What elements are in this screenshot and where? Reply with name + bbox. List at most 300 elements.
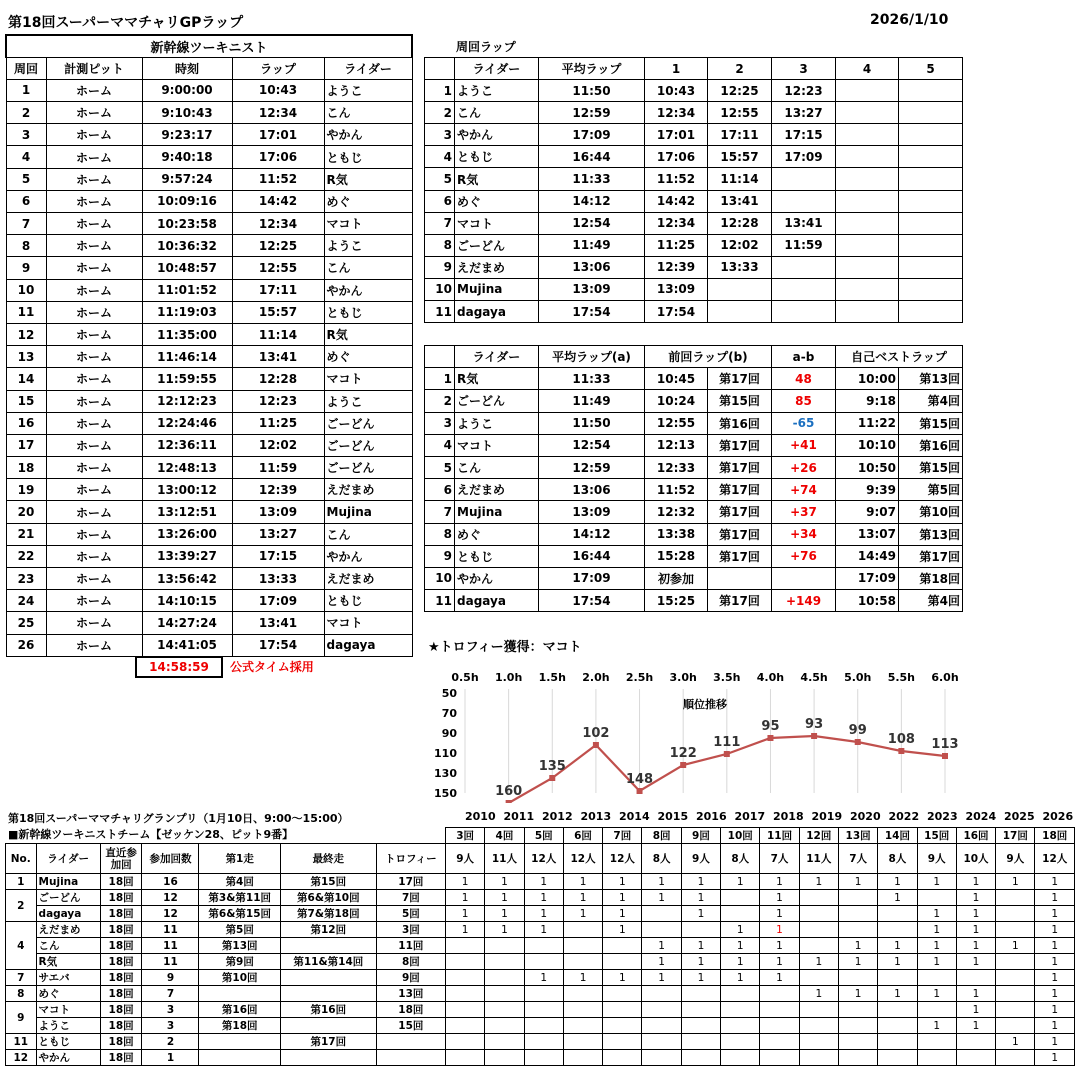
lap-log-cell: 9:00:00 [142, 79, 232, 101]
table-row [425, 212, 963, 234]
history-mark [485, 954, 524, 970]
history-count: 11 [142, 922, 199, 938]
history-mark [681, 986, 720, 1002]
history-mark [917, 1050, 956, 1066]
round-cell: 8 [425, 234, 455, 256]
round-cell: 11:49 [539, 234, 645, 256]
round-cell: 12:25 [708, 80, 772, 102]
history-header: トロフィー [376, 844, 445, 874]
chart-y-tick: 50 [441, 687, 457, 700]
history-mark: 1 [603, 970, 642, 986]
best-diff [772, 567, 836, 589]
history-recent: 18回 [100, 1002, 142, 1018]
history-mark [917, 890, 956, 906]
history-year: 2024 [965, 810, 997, 823]
history-edition: 9回 [681, 828, 720, 844]
chart-x-tick: 2.0h [582, 671, 610, 684]
best-cell: 9 [425, 545, 455, 567]
table-row [425, 412, 963, 434]
history-last: 第15回 [280, 874, 376, 890]
lap-log-cell: 13 [6, 346, 46, 368]
lap-log-cell: 16 [6, 412, 46, 434]
history-mark [524, 1034, 563, 1050]
history-mark [996, 1002, 1035, 1018]
history-members: 9人 [446, 844, 485, 874]
history-mark: 1 [1035, 970, 1075, 986]
chart-point [637, 788, 643, 794]
history-name: ようこ [36, 1018, 100, 1034]
history-mark [996, 890, 1035, 906]
lap-log-cell: ホーム [46, 612, 142, 634]
history-mark: 1 [878, 986, 917, 1002]
history-mark: 1 [878, 954, 917, 970]
best-cell: 13:06 [539, 479, 645, 501]
chart-title: 順位推移 [683, 698, 727, 711]
best-cell: 第13回 [899, 368, 963, 390]
history-mark [642, 1002, 681, 1018]
chart-data-label: 148 [625, 772, 654, 787]
best-header: ライダー [455, 346, 539, 368]
lap-log-cell: 11:52 [232, 168, 324, 190]
best-cell: 13:07 [836, 523, 899, 545]
round-cell: こん [455, 102, 539, 124]
round-cell: 12:55 [708, 102, 772, 124]
history-header: No. [6, 844, 37, 874]
chart-y-tick: 90 [441, 727, 457, 740]
best-cell: 5 [425, 456, 455, 478]
history-recent: 18回 [100, 970, 142, 986]
chart-y-tick: 150 [434, 787, 457, 800]
history-mark: 1 [1035, 874, 1075, 890]
lap-log-cell: 17:15 [232, 545, 324, 567]
history-mark: 1 [524, 890, 563, 906]
history-edition: 6回 [563, 828, 602, 844]
history-mark: 1 [760, 906, 799, 922]
history-mark [799, 1018, 838, 1034]
lap-log-cell: 13:12:51 [142, 501, 232, 523]
table-row [6, 634, 412, 656]
round-header: 2 [708, 58, 772, 80]
lap-log-cell: 12:34 [232, 213, 324, 235]
history-mark: 1 [721, 874, 760, 890]
history-mark [799, 1034, 838, 1050]
history-mark: 1 [838, 986, 877, 1002]
best-header: 前回ラップ(b) [645, 346, 772, 368]
lap-log-cell: ホーム [46, 168, 142, 190]
lap-log-cell: ホーム [46, 457, 142, 479]
table-row [425, 146, 963, 168]
history-mark [878, 922, 917, 938]
table-row [6, 523, 412, 545]
history-edition: 15回 [917, 828, 956, 844]
table-row [6, 612, 412, 634]
history-count: 2 [142, 1034, 199, 1050]
history-mark [563, 1018, 602, 1034]
lap-log-cell: 1 [6, 79, 46, 101]
lap-log-cell: 9:23:17 [142, 124, 232, 146]
chart-point [811, 733, 817, 739]
history-members: 7人 [838, 844, 877, 874]
history-mark [563, 986, 602, 1002]
lap-log-cell: 10:36:32 [142, 235, 232, 257]
history-first [199, 1050, 280, 1066]
history-trophy: 18回 [376, 1002, 445, 1018]
history-edition: 18回 [1035, 828, 1075, 844]
round-cell: えだまめ [455, 256, 539, 278]
history-members: 12人 [603, 844, 642, 874]
table-row [6, 412, 412, 434]
history-no: 1 [6, 874, 37, 890]
round-cell [899, 234, 963, 256]
best-cell: 9:39 [836, 479, 899, 501]
history-edition: 8回 [642, 828, 681, 844]
best-cell: こん [455, 456, 539, 478]
history-mark: 1 [760, 954, 799, 970]
history-mark [524, 1018, 563, 1034]
history-mark [721, 906, 760, 922]
history-recent: 18回 [100, 1034, 142, 1050]
history-mark: 1 [721, 938, 760, 954]
history-mark: 1 [524, 874, 563, 890]
lap-log-cell: 13:33 [232, 568, 324, 590]
best-cell: 第15回 [708, 390, 772, 412]
table-row [6, 906, 1075, 922]
round-cell: 13:41 [708, 190, 772, 212]
best-cell: 第17回 [708, 456, 772, 478]
lap-log-cell: 12:23 [232, 390, 324, 412]
table-row [6, 457, 412, 479]
history-mark [838, 922, 877, 938]
lap-log-cell: ホーム [46, 412, 142, 434]
history-last: 第7&第18回 [280, 906, 376, 922]
chart-data-label: 99 [848, 723, 867, 738]
history-mark: 1 [956, 1002, 995, 1018]
best-cell: 第5回 [899, 479, 963, 501]
round-cell [899, 256, 963, 278]
history-edition: 7回 [603, 828, 642, 844]
table-row [6, 279, 412, 301]
round-cell: 17:01 [645, 124, 708, 146]
history-year: 2015 [657, 810, 689, 823]
history-first: 第4回 [199, 874, 280, 890]
history-mark: 1 [1035, 954, 1075, 970]
history-mark: 1 [996, 938, 1035, 954]
history-mark: 1 [603, 890, 642, 906]
table-row [425, 124, 963, 146]
round-cell [836, 124, 899, 146]
lap-log-cell: ともじ [324, 301, 412, 323]
history-header: 参加回数 [142, 844, 199, 874]
table-row [6, 986, 1075, 1002]
lap-log-cell: ホーム [46, 213, 142, 235]
history-mark [485, 938, 524, 954]
history-recent: 18回 [100, 1018, 142, 1034]
history-mark [563, 954, 602, 970]
lap-log-cell: 14:42 [232, 190, 324, 212]
history-last: 第11&第14回 [280, 954, 376, 970]
history-mark: 1 [878, 938, 917, 954]
best-cell: 第16回 [708, 412, 772, 434]
history-mark: 1 [603, 906, 642, 922]
table-row [425, 256, 963, 278]
history-first: 第10回 [199, 970, 280, 986]
history-mark: 1 [878, 890, 917, 906]
best-cell: 第13回 [899, 523, 963, 545]
table-row [425, 501, 963, 523]
lap-log-cell: 9 [6, 257, 46, 279]
history-count: 12 [142, 906, 199, 922]
history-mark [524, 1050, 563, 1066]
history-mark [446, 970, 485, 986]
lap-log-cell: 9:10:43 [142, 102, 232, 124]
history-mark [681, 1050, 720, 1066]
lap-log-cell: ホーム [46, 346, 142, 368]
round-header: ライダー [455, 58, 539, 80]
history-mark: 1 [642, 874, 681, 890]
round-cell: 7 [425, 212, 455, 234]
lap-log-cell: 12:36:11 [142, 434, 232, 456]
history-mark [996, 970, 1035, 986]
best-cell: めぐ [455, 523, 539, 545]
history-mark [603, 986, 642, 1002]
lap-log-cell: こん [324, 257, 412, 279]
page-date: 2026/1/10 [870, 12, 949, 28]
best-cell: ともじ [455, 545, 539, 567]
history-recent: 18回 [100, 1050, 142, 1066]
best-cell: Mujina [455, 501, 539, 523]
round-cell [836, 102, 899, 124]
history-mark [642, 1050, 681, 1066]
table-row [6, 124, 412, 146]
round-cell [899, 190, 963, 212]
table-row [6, 922, 1075, 938]
history-last: 第16回 [280, 1002, 376, 1018]
best-cell: 13:38 [645, 523, 708, 545]
lap-log-cell: 26 [6, 634, 46, 656]
history-last: 第6&第10回 [280, 890, 376, 906]
best-cell: 第17回 [708, 434, 772, 456]
history-mark: 1 [1035, 1018, 1075, 1034]
best-cell: 12:54 [539, 434, 645, 456]
history-members: 9人 [917, 844, 956, 874]
lap-log-table [5, 34, 413, 657]
history-mark [760, 1034, 799, 1050]
lap-log-cell: 10:23:58 [142, 213, 232, 235]
history-table [5, 827, 1075, 1066]
history-mark: 1 [446, 874, 485, 890]
history-mark [721, 1034, 760, 1050]
round-cell: 12:59 [539, 102, 645, 124]
round-cell: 17:54 [645, 301, 708, 323]
chart-point [855, 739, 861, 745]
round-cell: マコト [455, 212, 539, 234]
lap-log-cell: 13:00:12 [142, 479, 232, 501]
lap-log-cell: ようこ [324, 390, 412, 412]
history-mark: 1 [917, 938, 956, 954]
history-edition: 3回 [446, 828, 485, 844]
table-row [6, 79, 412, 101]
history-header: ライダー [36, 844, 100, 874]
best-cell: 12:13 [645, 434, 708, 456]
history-mark: 1 [760, 970, 799, 986]
history-mark: 1 [524, 970, 563, 986]
lap-log-cell: やかん [324, 545, 412, 567]
history-members: 10人 [956, 844, 995, 874]
history-mark [799, 1002, 838, 1018]
round-cell [899, 168, 963, 190]
history-mark [485, 1050, 524, 1066]
history-mark [878, 970, 917, 986]
history-first: 第5回 [199, 922, 280, 938]
best-cell: dagaya [455, 590, 539, 612]
history-mark [838, 906, 877, 922]
lap-log-cell: ホーム [46, 257, 142, 279]
round-cell [772, 190, 836, 212]
lap-log-cell: 4 [6, 146, 46, 168]
history-mark: 1 [642, 938, 681, 954]
lap-log-cell: ホーム [46, 124, 142, 146]
history-recent: 18回 [100, 874, 142, 890]
round-cell [899, 301, 963, 323]
history-mark: 1 [1035, 906, 1075, 922]
lap-log-header: 計測ピット [46, 57, 142, 79]
best-cell: 15:28 [645, 545, 708, 567]
round-cell: 13:27 [772, 102, 836, 124]
history-mark: 1 [956, 986, 995, 1002]
table-row [425, 168, 963, 190]
history-mark [446, 938, 485, 954]
round-cell: 17:06 [645, 146, 708, 168]
history-mark [838, 1050, 877, 1066]
lap-log-cell: ごーどん [324, 434, 412, 456]
round-cell [772, 168, 836, 190]
history-mark: 1 [956, 1018, 995, 1034]
history-year: 2025 [1004, 810, 1035, 823]
history-mark: 1 [721, 922, 760, 938]
history-year: 2018 [773, 810, 804, 823]
best-cell: えだまめ [455, 479, 539, 501]
rank-chart [420, 668, 980, 803]
history-no: 9 [6, 1002, 37, 1034]
lap-log-cell: ホーム [46, 368, 142, 390]
history-mark [721, 890, 760, 906]
lap-log-cell: 13:56:42 [142, 568, 232, 590]
round-header: 1 [645, 58, 708, 80]
best-cell: ようこ [455, 412, 539, 434]
round-cell: 16:44 [539, 146, 645, 168]
history-mark: 1 [563, 906, 602, 922]
history-mark [878, 1050, 917, 1066]
chart-x-tick: 6.0h [931, 671, 959, 684]
history-edition: 17回 [996, 828, 1035, 844]
lap-log-cell: 2 [6, 102, 46, 124]
history-edition: 12回 [799, 828, 838, 844]
lap-log-cell: 10 [6, 279, 46, 301]
table-row [6, 1002, 1075, 1018]
table-row [6, 970, 1075, 986]
history-edition: 10回 [721, 828, 760, 844]
history-mark: 1 [485, 906, 524, 922]
lap-log-cell: 3 [6, 124, 46, 146]
round-cell: 12:28 [708, 212, 772, 234]
chart-y-tick: 130 [434, 767, 457, 780]
history-mark: 1 [524, 922, 563, 938]
best-cell: やかん [455, 567, 539, 589]
history-mark [446, 1050, 485, 1066]
history-mark [642, 906, 681, 922]
best-cell [708, 567, 772, 589]
history-name: R気 [36, 954, 100, 970]
round-cell [836, 234, 899, 256]
round-header: 平均ラップ [539, 58, 645, 80]
history-mark [721, 1018, 760, 1034]
lap-log-cell: 20 [6, 501, 46, 523]
history-mark [485, 1018, 524, 1034]
round-cell: 11:59 [772, 234, 836, 256]
lap-log-cell: 19 [6, 479, 46, 501]
history-mark [563, 1002, 602, 1018]
table-row [6, 1018, 1075, 1034]
history-mark [681, 922, 720, 938]
table-row [6, 590, 412, 612]
history-year: 2020 [850, 810, 881, 823]
history-mark [838, 1034, 877, 1050]
round-cell: 17:54 [539, 301, 645, 323]
round-cell [836, 190, 899, 212]
best-cell: 13:09 [539, 501, 645, 523]
history-no: 8 [6, 986, 37, 1002]
best-diff: +34 [772, 523, 836, 545]
table-row [6, 301, 412, 323]
history-mark [563, 938, 602, 954]
history-mark: 1 [956, 874, 995, 890]
best-cell: 10:50 [836, 456, 899, 478]
round-cell [708, 278, 772, 300]
lap-log-cell: めぐ [324, 190, 412, 212]
best-cell: 第15回 [899, 412, 963, 434]
round-cell: 11:25 [645, 234, 708, 256]
history-mark [799, 1050, 838, 1066]
round-cell [772, 278, 836, 300]
lap-log-cell: ホーム [46, 434, 142, 456]
history-name: Mujina [36, 874, 100, 890]
round-cell: 6 [425, 190, 455, 212]
history-name: こん [36, 938, 100, 954]
history-mark: 1 [1035, 986, 1075, 1002]
table-row [425, 456, 963, 478]
history-count: 12 [142, 890, 199, 906]
history-mark [760, 1050, 799, 1066]
round-cell: 14:12 [539, 190, 645, 212]
history-mark: 1 [838, 874, 877, 890]
round-cell [772, 256, 836, 278]
lap-log-cell: ホーム [46, 634, 142, 656]
history-no: 12 [6, 1050, 37, 1066]
history-mark [485, 1002, 524, 1018]
lap-log-cell: 12:24:46 [142, 412, 232, 434]
lap-log-cell: 11:01:52 [142, 279, 232, 301]
history-mark [996, 906, 1035, 922]
history-mark [878, 1034, 917, 1050]
history-mark: 1 [956, 938, 995, 954]
history-trophy: 11回 [376, 938, 445, 954]
lap-log-header: 周回 [6, 57, 46, 79]
history-mark [838, 890, 877, 906]
history-mark [603, 1002, 642, 1018]
best-cell: 第16回 [899, 434, 963, 456]
best-diff: 85 [772, 390, 836, 412]
best-cell: 10:45 [645, 368, 708, 390]
